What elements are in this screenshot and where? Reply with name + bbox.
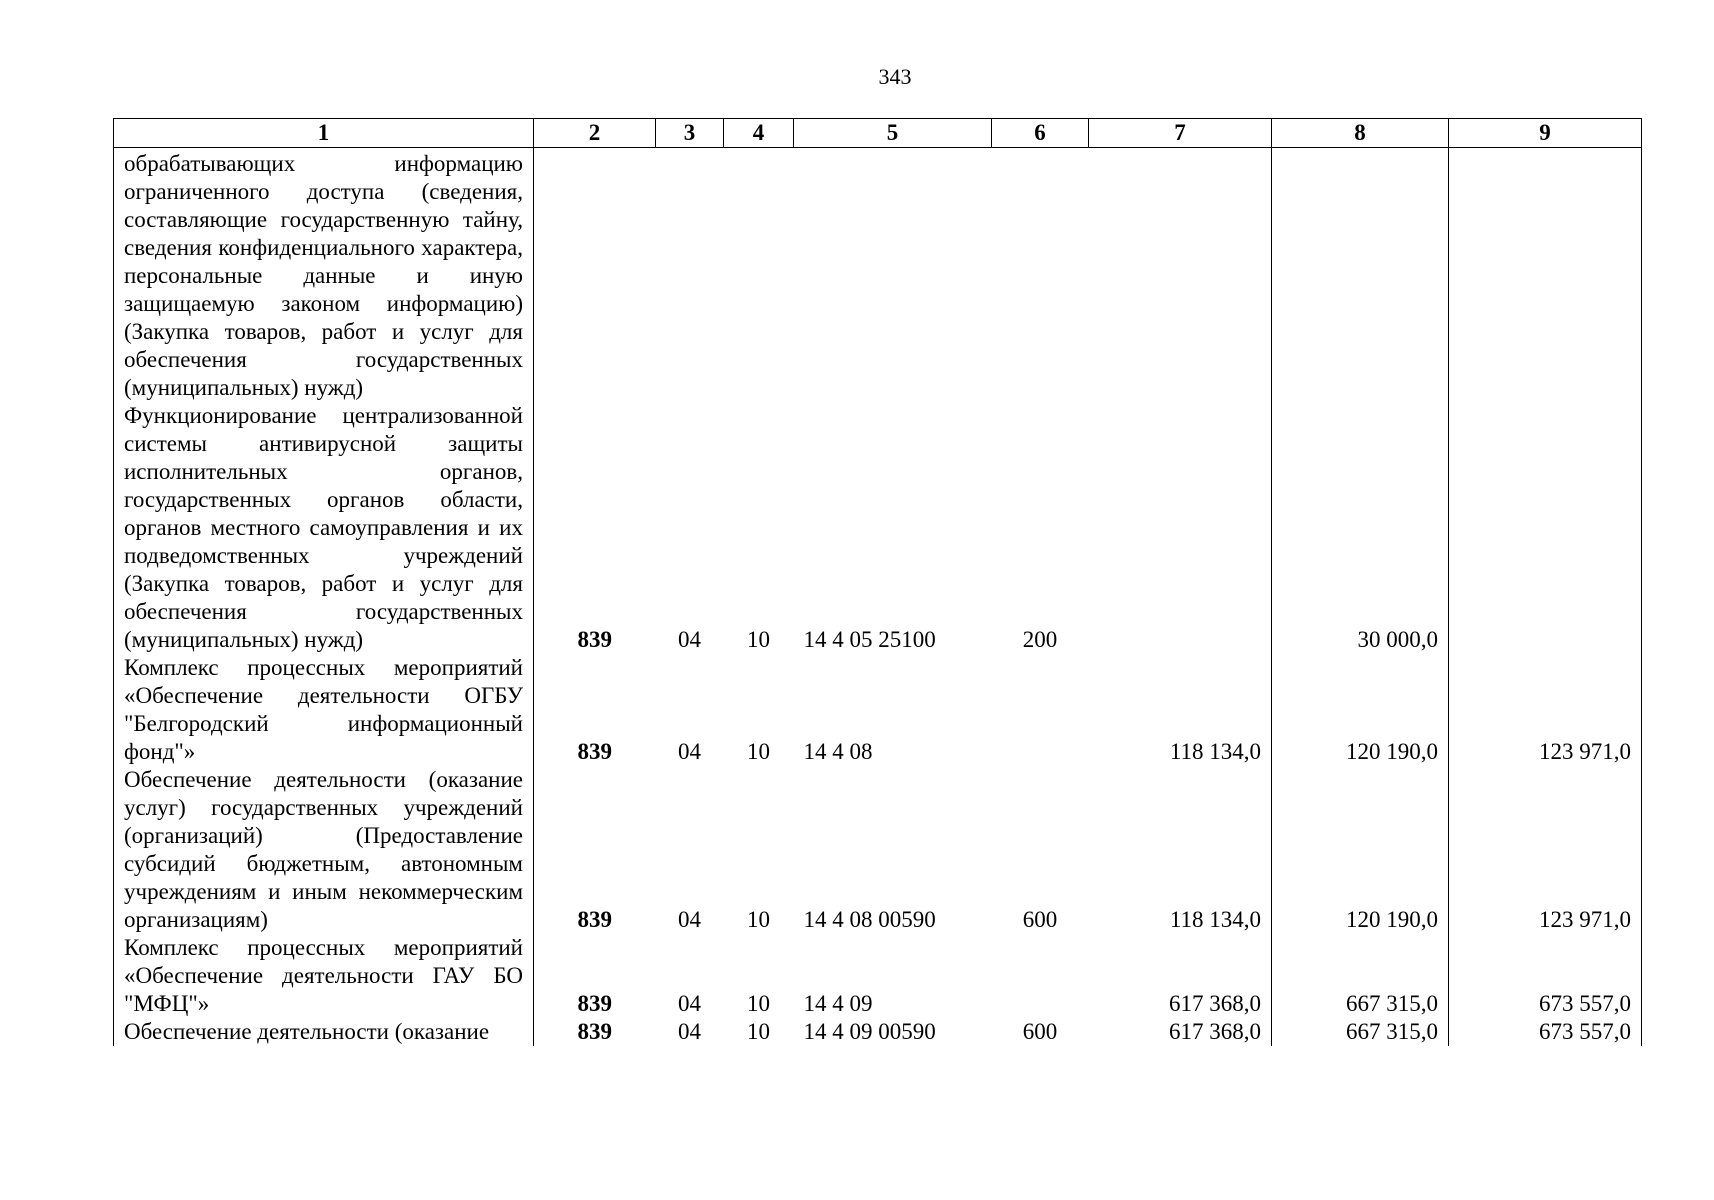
page-number: 343	[878, 64, 912, 89]
cell-amount-7	[1089, 148, 1272, 403]
cell-amount-7: 118 134,0	[1089, 654, 1272, 766]
header-row	[114, 119, 1642, 148]
cell-admin-code: 839	[534, 654, 656, 766]
cell-subsection: 10	[747, 991, 770, 1016]
cell-target-code: 14 4 05 25100	[803, 627, 936, 652]
cell-amount-9: 123 971,0	[1449, 654, 1642, 766]
header-col-4: 4	[724, 119, 794, 148]
cell-subsection: 10	[747, 1019, 770, 1044]
table-row	[114, 934, 1642, 1018]
header-col-9: 9	[1449, 119, 1642, 148]
cell-section: 04	[678, 739, 701, 764]
cell-amount-8: 667 315,0	[1272, 934, 1449, 1018]
cell-amount-7: 617 368,0	[1089, 1018, 1272, 1046]
table-row	[114, 148, 1642, 403]
cell-admin-code: 839	[534, 934, 656, 1018]
cell-amount-9: 673 557,0	[1449, 934, 1642, 1018]
header-col-5: 5	[794, 119, 992, 148]
cell-amount-9: 123 971,0	[1449, 766, 1642, 934]
cell-admin-code: 839	[534, 766, 656, 934]
cell-amount-7: 118 134,0	[1089, 766, 1272, 934]
table-row	[114, 402, 1642, 654]
budget-table	[113, 118, 1642, 1046]
cell-target-code: 14 4 09 00590	[803, 1019, 936, 1044]
cell-expense-type: 600	[1022, 1019, 1058, 1044]
cell-amount-9: 673 557,0	[1449, 1018, 1642, 1046]
cell-subsection: 10	[747, 739, 770, 764]
cell-admin-code: 839	[534, 1018, 656, 1046]
cell-section	[656, 148, 724, 403]
table-row	[114, 1018, 1642, 1046]
cell-target-code: 14 4 09	[803, 991, 873, 1016]
header-col-8: 8	[1272, 119, 1449, 148]
cell-section: 04	[678, 907, 701, 932]
cell-expense-type	[992, 934, 1089, 1018]
header-col-7: 7	[1089, 119, 1272, 148]
cell-subsection: 10	[747, 907, 770, 932]
cell-amount-7	[1089, 402, 1272, 654]
row-name: обрабатывающих информацию ограниченного доступа (сведения, составляющие государственную тайну, сведения конфиденциального характера, персональные данные и иную защищаемую законом информацию) (Закупка товаров, работ и услуг для обеспечения государственных (муниципальных) нужд)	[114, 148, 534, 403]
cell-section: 04	[678, 991, 701, 1016]
cell-subsection	[724, 148, 794, 403]
cell-admin-code	[534, 148, 656, 403]
row-name: Комплекс процессных мероприятий «Обеспечение деятельности ОГБУ "Белгородский информационный фонд"»	[114, 654, 534, 766]
header-col-1: 1	[114, 119, 534, 148]
cell-amount-8: 667 315,0	[1272, 1018, 1449, 1046]
table-row	[114, 766, 1642, 934]
table-row	[114, 654, 1642, 766]
cell-admin-code: 839	[534, 402, 656, 654]
row-name: Обеспечение деятельности (оказание услуг) государственных учреждений (организаций) (Предоставление субсидий бюджетным, автономным учреждениям и иным некоммерческим организациям)	[114, 766, 534, 934]
cell-amount-7: 617 368,0	[1089, 934, 1272, 1018]
cell-amount-8	[1272, 148, 1449, 403]
row-name: Обеспечение деятельности (оказание	[114, 1018, 534, 1046]
cell-section: 04	[678, 1019, 701, 1044]
cell-section: 04	[678, 627, 701, 652]
header-col-3: 3	[656, 119, 724, 148]
cell-target-code: 14 4 08 00590	[803, 907, 936, 932]
header-col-2: 2	[534, 119, 656, 148]
cell-expense-type	[992, 654, 1089, 766]
cell-amount-9	[1449, 148, 1642, 403]
cell-target-code	[794, 148, 992, 403]
cell-subsection: 10	[747, 627, 770, 652]
cell-amount-8: 120 190,0	[1272, 654, 1449, 766]
header-col-6: 6	[992, 119, 1089, 148]
cell-amount-8: 30 000,0	[1272, 402, 1449, 654]
cell-amount-8: 120 190,0	[1272, 766, 1449, 934]
row-name: Комплекс процессных мероприятий «Обеспечение деятельности ГАУ БО "МФЦ"»	[114, 934, 534, 1018]
cell-target-code: 14 4 08	[803, 739, 873, 764]
cell-expense-type: 600	[1022, 907, 1058, 932]
cell-expense-type: 200	[1022, 627, 1058, 652]
cell-expense-type	[992, 148, 1089, 403]
cell-amount-9	[1449, 402, 1642, 654]
row-name: Функционирование централизованной системы антивирусной защиты исполнительных органов, государственных органов области, органов местного самоуправления и их подведомственных учреждений (Закупка товаров, работ и услуг для обеспечения государственных (муниципальных) нужд)	[114, 402, 534, 654]
